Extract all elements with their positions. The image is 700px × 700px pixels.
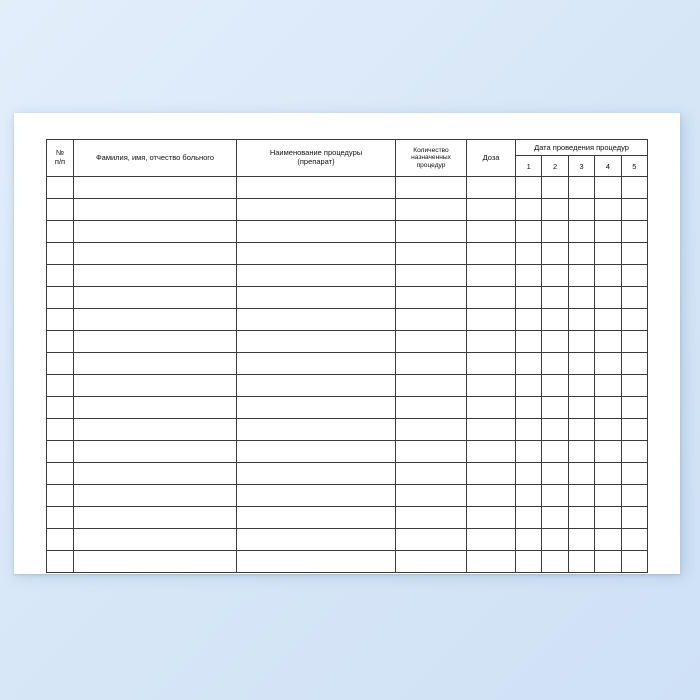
cell-day-2[interactable] [542,353,568,375]
cell-number[interactable] [47,441,74,463]
cell-procedure[interactable] [237,287,396,309]
cell-day-3[interactable] [568,463,594,485]
cell-procedure[interactable] [237,353,396,375]
cell-count[interactable] [396,419,467,441]
form-table-container [46,139,648,573]
cell-count[interactable] [396,265,467,287]
cell-day-4[interactable] [595,309,621,331]
cell-count[interactable] [396,353,467,375]
cell-day-4[interactable] [595,199,621,221]
header-day-5: 5 [621,156,647,177]
cell-number[interactable] [47,397,74,419]
cell-day-3[interactable] [568,199,594,221]
cell-patient-name[interactable] [74,507,237,529]
cell-day-4[interactable] [595,287,621,309]
table-row[interactable] [47,463,648,485]
cell-number[interactable] [47,551,74,573]
cell-number[interactable] [47,419,74,441]
table-row[interactable] [47,353,648,375]
cell-patient-name[interactable] [74,397,237,419]
cell-dose[interactable] [467,485,516,507]
cell-dose[interactable] [467,221,516,243]
cell-count[interactable] [396,397,467,419]
cell-day-2[interactable] [542,309,568,331]
cell-day-3[interactable] [568,243,594,265]
cell-number[interactable] [47,331,74,353]
cell-count[interactable] [396,551,467,573]
table-row[interactable] [47,243,648,265]
cell-dose[interactable] [467,551,516,573]
cell-dose[interactable] [467,177,516,199]
cell-dose[interactable] [467,309,516,331]
cell-dose[interactable] [467,199,516,221]
cell-patient-name[interactable] [74,243,237,265]
cell-count[interactable] [396,221,467,243]
cell-day-5[interactable] [621,463,647,485]
cell-patient-name[interactable] [74,529,237,551]
cell-count[interactable] [396,507,467,529]
cell-day-5[interactable] [621,529,647,551]
table-row[interactable] [47,375,648,397]
cell-count[interactable] [396,177,467,199]
cell-number[interactable] [47,485,74,507]
cell-procedure[interactable] [237,375,396,397]
cell-day-3[interactable] [568,287,594,309]
header-procedure-count [396,140,467,177]
cell-day-5[interactable] [621,419,647,441]
cell-day-5[interactable] [621,441,647,463]
cell-day-1[interactable] [516,221,542,243]
cell-day-4[interactable] [595,419,621,441]
cell-day-4[interactable] [595,441,621,463]
cell-dose[interactable] [467,353,516,375]
cell-number[interactable] [47,287,74,309]
cell-day-3[interactable] [568,331,594,353]
table-row[interactable] [47,287,648,309]
cell-day-3[interactable] [568,177,594,199]
cell-day-3[interactable] [568,507,594,529]
header-count-line2: назначенных [411,154,451,162]
cell-number[interactable] [47,353,74,375]
cell-count[interactable] [396,309,467,331]
cell-patient-name[interactable] [74,441,237,463]
procedure-journal-table [46,139,648,573]
cell-day-4[interactable] [595,375,621,397]
cell-day-2[interactable] [542,331,568,353]
cell-procedure[interactable] [237,463,396,485]
cell-procedure[interactable] [237,529,396,551]
header-dose: Доза [467,140,516,177]
cell-procedure[interactable] [237,199,396,221]
cell-day-4[interactable] [595,551,621,573]
cell-day-1[interactable] [516,353,542,375]
cell-day-1[interactable] [516,331,542,353]
cell-count[interactable] [396,331,467,353]
cell-day-4[interactable] [595,177,621,199]
cell-day-2[interactable] [542,397,568,419]
cell-patient-name[interactable] [74,419,237,441]
cell-day-4[interactable] [595,221,621,243]
cell-number[interactable] [47,177,74,199]
cell-procedure[interactable] [237,507,396,529]
cell-day-3[interactable] [568,485,594,507]
cell-day-5[interactable] [621,397,647,419]
cell-patient-name[interactable] [74,353,237,375]
cell-count[interactable] [396,243,467,265]
header-procedure-line2: (препарат) [297,157,335,166]
cell-day-5[interactable] [621,309,647,331]
cell-day-1[interactable] [516,441,542,463]
cell-day-4[interactable] [595,463,621,485]
header-row-top [47,140,648,156]
cell-dose[interactable] [467,397,516,419]
cell-day-5[interactable] [621,177,647,199]
cell-dose[interactable] [467,529,516,551]
cell-day-5[interactable] [621,331,647,353]
table-row[interactable] [47,177,648,199]
cell-day-4[interactable] [595,243,621,265]
cell-count[interactable] [396,485,467,507]
cell-number[interactable] [47,529,74,551]
table-row[interactable] [47,441,648,463]
cell-day-5[interactable] [621,265,647,287]
cell-patient-name[interactable] [74,375,237,397]
cell-day-5[interactable] [621,507,647,529]
cell-day-3[interactable] [568,265,594,287]
cell-day-1[interactable] [516,177,542,199]
cell-dose[interactable] [467,243,516,265]
cell-procedure[interactable] [237,309,396,331]
cell-number[interactable] [47,507,74,529]
cell-day-2[interactable] [542,199,568,221]
cell-day-2[interactable] [542,221,568,243]
cell-patient-name[interactable] [74,177,237,199]
cell-day-3[interactable] [568,529,594,551]
cell-day-4[interactable] [595,529,621,551]
table-row[interactable] [47,397,648,419]
cell-day-1[interactable] [516,551,542,573]
header-count-line1: Количество [413,146,449,154]
header-day-1: 1 [516,156,542,177]
cell-day-2[interactable] [542,551,568,573]
cell-day-2[interactable] [542,441,568,463]
paper-sheet [14,113,680,574]
cell-day-4[interactable] [595,265,621,287]
header-day-4: 4 [595,156,621,177]
cell-procedure[interactable] [237,551,396,573]
cell-day-4[interactable] [595,353,621,375]
cell-day-4[interactable] [595,397,621,419]
cell-procedure[interactable] [237,397,396,419]
table-body [47,177,648,573]
cell-day-1[interactable] [516,199,542,221]
cell-number[interactable] [47,265,74,287]
table-row[interactable] [47,419,648,441]
cell-patient-name[interactable] [74,463,237,485]
cell-count[interactable] [396,375,467,397]
header-day-2: 2 [542,156,568,177]
cell-day-3[interactable] [568,441,594,463]
cell-day-1[interactable] [516,375,542,397]
cell-count[interactable] [396,529,467,551]
cell-day-2[interactable] [542,287,568,309]
cell-day-1[interactable] [516,463,542,485]
table-head [47,140,648,177]
cell-day-3[interactable] [568,419,594,441]
cell-day-1[interactable] [516,419,542,441]
header-number [47,140,74,177]
cell-day-2[interactable] [542,265,568,287]
cell-procedure[interactable] [237,177,396,199]
cell-day-2[interactable] [542,463,568,485]
cell-day-3[interactable] [568,375,594,397]
cell-procedure[interactable] [237,419,396,441]
cell-day-5[interactable] [621,243,647,265]
cell-day-1[interactable] [516,507,542,529]
cell-patient-name[interactable] [74,331,237,353]
cell-dose[interactable] [467,441,516,463]
cell-day-3[interactable] [568,551,594,573]
cell-day-2[interactable] [542,529,568,551]
cell-day-2[interactable] [542,375,568,397]
header-number-line1: № [55,148,65,158]
cell-day-4[interactable] [595,507,621,529]
cell-day-5[interactable] [621,353,647,375]
cell-day-2[interactable] [542,485,568,507]
cell-day-4[interactable] [595,485,621,507]
cell-patient-name[interactable] [74,485,237,507]
table-row[interactable] [47,485,648,507]
cell-dose[interactable] [467,375,516,397]
cell-day-1[interactable] [516,243,542,265]
table-row[interactable] [47,309,648,331]
table-row[interactable] [47,507,648,529]
cell-patient-name[interactable] [74,309,237,331]
cell-day-5[interactable] [621,485,647,507]
table-row[interactable] [47,199,648,221]
cell-dose[interactable] [467,507,516,529]
cell-number[interactable] [47,243,74,265]
cell-day-1[interactable] [516,309,542,331]
cell-day-5[interactable] [621,221,647,243]
cell-day-2[interactable] [542,177,568,199]
cell-procedure[interactable] [237,265,396,287]
cell-day-3[interactable] [568,353,594,375]
cell-dose[interactable] [467,331,516,353]
cell-patient-name[interactable] [74,287,237,309]
cell-number[interactable] [47,375,74,397]
header-procedure [237,140,396,177]
cell-number[interactable] [47,309,74,331]
cell-day-1[interactable] [516,529,542,551]
table-row[interactable] [47,551,648,573]
cell-number[interactable] [47,463,74,485]
header-patient-name: Фамилия, имя, отчество больного [74,140,237,177]
cell-count[interactable] [396,441,467,463]
header-number-line2: п/п [54,157,66,166]
header-procedure-line1: Наименование процедуры [269,148,363,158]
cell-day-3[interactable] [568,397,594,419]
cell-procedure[interactable] [237,441,396,463]
table-row[interactable] [47,529,648,551]
cell-number[interactable] [47,199,74,221]
cell-count[interactable] [396,199,467,221]
cell-dose[interactable] [467,287,516,309]
cell-day-5[interactable] [621,375,647,397]
cell-count[interactable] [396,287,467,309]
cell-procedure[interactable] [237,243,396,265]
header-day-3: 3 [568,156,594,177]
table-row[interactable] [47,265,648,287]
cell-day-4[interactable] [595,331,621,353]
cell-day-2[interactable] [542,507,568,529]
cell-number[interactable] [47,221,74,243]
cell-patient-name[interactable] [74,265,237,287]
cell-patient-name[interactable] [74,551,237,573]
cell-count[interactable] [396,463,467,485]
cell-day-1[interactable] [516,287,542,309]
header-count-line3: процедур [416,161,446,169]
cell-day-2[interactable] [542,243,568,265]
cell-day-5[interactable] [621,551,647,573]
header-dates-group: Дата проведения процедур [516,140,648,156]
cell-patient-name[interactable] [74,221,237,243]
cell-day-5[interactable] [621,199,647,221]
cell-procedure[interactable] [237,485,396,507]
cell-day-3[interactable] [568,309,594,331]
cell-day-5[interactable] [621,287,647,309]
cell-procedure[interactable] [237,221,396,243]
cell-day-2[interactable] [542,419,568,441]
cell-dose[interactable] [467,419,516,441]
cell-patient-name[interactable] [74,199,237,221]
cell-day-1[interactable] [516,265,542,287]
cell-procedure[interactable] [237,331,396,353]
cell-dose[interactable] [467,463,516,485]
cell-day-1[interactable] [516,397,542,419]
table-row[interactable] [47,221,648,243]
cell-day-3[interactable] [568,221,594,243]
cell-dose[interactable] [467,265,516,287]
table-row[interactable] [47,331,648,353]
cell-day-1[interactable] [516,485,542,507]
